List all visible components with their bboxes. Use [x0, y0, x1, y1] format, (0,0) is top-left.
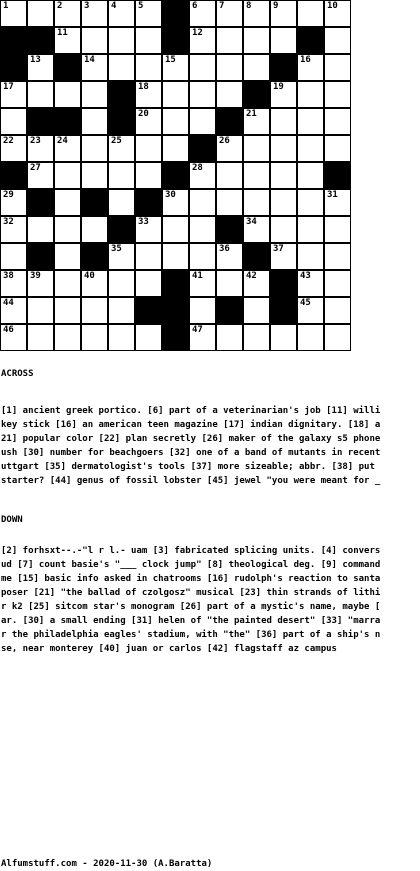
grid-cell[interactable] [81, 324, 108, 351]
grid-cell[interactable] [27, 216, 54, 243]
clue-line: ar. [30] a small ending [31] helen of "the painted desert" [33] "marra [1, 616, 381, 626]
clue-number: 29 [3, 190, 14, 200]
grid-cell[interactable] [0, 243, 27, 270]
grid-cell[interactable] [27, 135, 54, 162]
grid-cell[interactable] [243, 135, 270, 162]
grid-block [27, 189, 54, 216]
grid-cell[interactable] [270, 324, 297, 351]
grid-cell[interactable] [243, 189, 270, 216]
grid-cell[interactable] [189, 108, 216, 135]
across-heading: ACROSS [1, 369, 34, 379]
clue-number: 7 [219, 1, 225, 11]
grid-cell[interactable] [243, 216, 270, 243]
clue-number: 34 [246, 217, 257, 227]
grid-cell[interactable] [0, 297, 27, 324]
grid-cell[interactable] [81, 135, 108, 162]
grid-cell[interactable] [27, 324, 54, 351]
grid-cell[interactable] [135, 216, 162, 243]
clue-number: 11 [57, 28, 68, 38]
grid-cell[interactable] [108, 0, 135, 27]
grid-cell[interactable] [297, 243, 324, 270]
grid-cell[interactable] [189, 297, 216, 324]
grid-cell[interactable] [324, 135, 351, 162]
grid-cell[interactable] [297, 54, 324, 81]
clue-number: 28 [192, 163, 203, 173]
grid-cell[interactable] [243, 27, 270, 54]
grid-cell[interactable] [135, 243, 162, 270]
grid-cell[interactable] [297, 297, 324, 324]
clue-line: [2] forhsxt--.-"l r l.- uam [3] fabricated splicing units. [4] convers [1, 546, 381, 556]
clue-line: r k2 [25] sitcom star's monogram [26] part of a mystic's name, maybe [ [1, 602, 381, 612]
grid-block [108, 108, 135, 135]
grid-cell[interactable] [135, 27, 162, 54]
grid-cell[interactable] [270, 81, 297, 108]
grid-cell[interactable] [54, 216, 81, 243]
grid-block [162, 27, 189, 54]
grid-cell[interactable] [216, 243, 243, 270]
grid-cell[interactable] [162, 189, 189, 216]
grid-cell[interactable] [54, 324, 81, 351]
clue-number: 13 [30, 55, 41, 65]
grid-cell[interactable] [135, 108, 162, 135]
grid-cell[interactable] [243, 270, 270, 297]
crossword-grid [0, 0, 351, 351]
grid-cell[interactable] [27, 81, 54, 108]
grid-cell[interactable] [243, 54, 270, 81]
grid-cell[interactable] [54, 297, 81, 324]
grid-cell[interactable] [162, 81, 189, 108]
clue-number: 36 [219, 244, 230, 254]
grid-cell[interactable] [54, 81, 81, 108]
grid-cell[interactable] [81, 270, 108, 297]
grid-cell[interactable] [135, 135, 162, 162]
grid-cell[interactable] [0, 108, 27, 135]
grid-cell[interactable] [216, 189, 243, 216]
grid-cell[interactable] [189, 243, 216, 270]
clue-number: 15 [165, 55, 176, 65]
grid-block [135, 297, 162, 324]
clue-number: 21 [246, 109, 257, 119]
clue-number: 22 [3, 136, 14, 146]
clue-line: ud [7] count basie's "___ clock jump" [8] theological deg. [9] command [1, 560, 381, 570]
grid-cell[interactable] [297, 189, 324, 216]
grid-cell[interactable] [162, 135, 189, 162]
grid-cell[interactable] [297, 270, 324, 297]
grid-block [54, 54, 81, 81]
grid-cell[interactable] [189, 81, 216, 108]
grid-block [189, 135, 216, 162]
grid-cell[interactable] [189, 0, 216, 27]
clue-number: 4 [111, 1, 117, 11]
grid-cell[interactable] [162, 243, 189, 270]
grid-cell[interactable] [54, 243, 81, 270]
grid-block [0, 162, 27, 189]
grid-cell[interactable] [54, 162, 81, 189]
clue-line: ush [30] number for beachgoers [32] one of a band of mutants in recent [1, 448, 381, 458]
grid-cell[interactable] [135, 324, 162, 351]
grid-cell[interactable] [54, 189, 81, 216]
grid-cell[interactable] [324, 297, 351, 324]
grid-cell[interactable] [81, 297, 108, 324]
grid-block [216, 297, 243, 324]
grid-cell[interactable] [81, 54, 108, 81]
grid-cell[interactable] [297, 81, 324, 108]
clue-line: starter? [44] genus of fossil lobster [45] jewel "you were meant for _ [1, 476, 381, 486]
clue-number: 25 [111, 136, 122, 146]
grid-block [108, 81, 135, 108]
clue-line: r the philadelphia eagles' stadium, with "the" [36] part of a ship's n [1, 630, 381, 640]
grid-block [27, 243, 54, 270]
grid-block [108, 216, 135, 243]
grid-block [135, 189, 162, 216]
grid-cell[interactable] [270, 162, 297, 189]
grid-cell[interactable] [0, 324, 27, 351]
grid-cell[interactable] [243, 297, 270, 324]
grid-cell[interactable] [0, 81, 27, 108]
clue-number: 38 [3, 271, 14, 281]
grid-cell[interactable] [270, 27, 297, 54]
grid-cell[interactable] [324, 54, 351, 81]
grid-block [216, 108, 243, 135]
clue-number: 10 [327, 1, 338, 11]
grid-cell[interactable] [108, 297, 135, 324]
grid-cell[interactable] [108, 27, 135, 54]
grid-cell[interactable] [189, 162, 216, 189]
clue-number: 47 [192, 325, 203, 335]
grid-cell[interactable] [54, 0, 81, 27]
clue-number: 9 [273, 1, 279, 11]
grid-block [216, 216, 243, 243]
clue-number: 31 [327, 190, 338, 200]
grid-cell[interactable] [108, 189, 135, 216]
grid-cell[interactable] [216, 54, 243, 81]
grid-cell[interactable] [243, 162, 270, 189]
grid-cell[interactable] [189, 54, 216, 81]
grid-cell[interactable] [324, 0, 351, 27]
clue-number: 20 [138, 109, 149, 119]
grid-cell[interactable] [135, 54, 162, 81]
grid-cell[interactable] [108, 135, 135, 162]
clue-number: 18 [138, 82, 149, 92]
clue-line: se, near monterey [40] juan or carlos [42] flagstaff az campus [1, 644, 337, 654]
grid-cell[interactable] [189, 324, 216, 351]
grid-cell[interactable] [324, 243, 351, 270]
grid-cell[interactable] [54, 135, 81, 162]
clue-number: 43 [300, 271, 311, 281]
grid-cell[interactable] [27, 270, 54, 297]
grid-cell[interactable] [108, 54, 135, 81]
grid-cell[interactable] [324, 81, 351, 108]
clue-number: 16 [300, 55, 311, 65]
grid-cell[interactable] [297, 0, 324, 27]
grid-cell[interactable] [324, 189, 351, 216]
grid-block [297, 27, 324, 54]
clue-number: 24 [57, 136, 68, 146]
grid-cell[interactable] [135, 81, 162, 108]
grid-block [81, 189, 108, 216]
grid-block [81, 243, 108, 270]
grid-cell[interactable] [324, 324, 351, 351]
grid-cell[interactable] [162, 216, 189, 243]
grid-block [0, 27, 27, 54]
grid-cell[interactable] [27, 297, 54, 324]
grid-cell[interactable] [216, 135, 243, 162]
grid-cell[interactable] [0, 0, 27, 27]
clue-line: me [15] basic info asked in chatrooms [16] rudolph's reaction to santa [1, 574, 381, 584]
grid-cell[interactable] [216, 27, 243, 54]
clue-number: 32 [3, 217, 14, 227]
grid-cell[interactable] [216, 162, 243, 189]
grid-cell[interactable] [297, 324, 324, 351]
grid-cell[interactable] [27, 0, 54, 27]
grid-cell[interactable] [27, 162, 54, 189]
grid-cell[interactable] [270, 0, 297, 27]
grid-block [0, 54, 27, 81]
grid-cell[interactable] [243, 0, 270, 27]
clue-number: 8 [246, 1, 252, 11]
clue-number: 23 [30, 136, 41, 146]
grid-cell[interactable] [162, 108, 189, 135]
clue-number: 33 [138, 217, 149, 227]
clue-number: 40 [84, 271, 95, 281]
grid-cell[interactable] [81, 0, 108, 27]
grid-cell[interactable] [81, 108, 108, 135]
clue-line: 21] popular color [22] plan secretly [26] maker of the galaxy s5 phone [1, 434, 381, 444]
grid-cell[interactable] [81, 81, 108, 108]
clue-number: 1 [3, 1, 9, 11]
grid-cell[interactable] [243, 324, 270, 351]
grid-cell[interactable] [189, 27, 216, 54]
grid-cell[interactable] [135, 0, 162, 27]
grid-cell[interactable] [270, 189, 297, 216]
grid-cell[interactable] [135, 270, 162, 297]
clue-number: 39 [30, 271, 41, 281]
clue-number: 27 [30, 163, 41, 173]
footer-credit: Alfumstuff.com - 2020-11-30 (A.Baratta) [1, 859, 213, 869]
grid-cell[interactable] [189, 216, 216, 243]
grid-cell[interactable] [108, 324, 135, 351]
down-heading: DOWN [1, 515, 23, 525]
clue-number: 3 [84, 1, 90, 11]
grid-block [324, 162, 351, 189]
clue-number: 45 [300, 298, 311, 308]
grid-cell[interactable] [324, 108, 351, 135]
grid-block [270, 270, 297, 297]
clue-line: poser [21] "the ballad of czolgosz" musical [23] thin strands of lithi [1, 588, 381, 598]
grid-cell[interactable] [216, 81, 243, 108]
clue-number: 12 [192, 28, 203, 38]
grid-cell[interactable] [270, 135, 297, 162]
grid-cell[interactable] [297, 162, 324, 189]
grid-cell[interactable] [27, 54, 54, 81]
grid-cell[interactable] [324, 27, 351, 54]
grid-cell[interactable] [216, 270, 243, 297]
clue-number: 5 [138, 1, 144, 11]
grid-cell[interactable] [81, 162, 108, 189]
grid-block [162, 324, 189, 351]
clue-line: key stick [16] an american teen magazine [17] indian dignitary. [18] a [1, 420, 381, 430]
grid-block [162, 162, 189, 189]
clue-number: 44 [3, 298, 14, 308]
grid-block [162, 297, 189, 324]
grid-block [27, 108, 54, 135]
grid-block [54, 108, 81, 135]
clue-line: uttgart [35] dermatologist's tools [37] more sizeable; abbr. [38] put [1, 462, 381, 472]
grid-cell[interactable] [243, 108, 270, 135]
grid-block [162, 0, 189, 27]
clue-number: 14 [84, 55, 95, 65]
clue-number: 42 [246, 271, 257, 281]
grid-cell[interactable] [162, 54, 189, 81]
grid-cell[interactable] [297, 135, 324, 162]
clue-line: [1] ancient greek portico. [6] part of a veterinarian's job [11] willi [1, 406, 381, 416]
grid-cell[interactable] [108, 243, 135, 270]
grid-cell[interactable] [270, 216, 297, 243]
grid-cell[interactable] [270, 243, 297, 270]
grid-cell[interactable] [54, 27, 81, 54]
grid-cell[interactable] [216, 0, 243, 27]
grid-cell[interactable] [135, 162, 162, 189]
grid-cell[interactable] [0, 189, 27, 216]
grid-cell[interactable] [324, 270, 351, 297]
grid-cell[interactable] [297, 108, 324, 135]
clue-number: 2 [57, 1, 63, 11]
grid-block [243, 81, 270, 108]
grid-block [270, 297, 297, 324]
grid-block [162, 270, 189, 297]
grid-cell[interactable] [270, 108, 297, 135]
clue-number: 17 [3, 82, 14, 92]
grid-cell[interactable] [0, 135, 27, 162]
clue-number: 30 [165, 190, 176, 200]
grid-cell[interactable] [216, 324, 243, 351]
grid-cell[interactable] [81, 216, 108, 243]
clue-number: 6 [192, 1, 198, 11]
grid-cell[interactable] [189, 270, 216, 297]
clue-number: 37 [273, 244, 284, 254]
grid-cell[interactable] [54, 270, 81, 297]
clue-number: 41 [192, 271, 203, 281]
grid-cell[interactable] [108, 270, 135, 297]
grid-cell[interactable] [324, 216, 351, 243]
grid-cell[interactable] [189, 189, 216, 216]
grid-cell[interactable] [0, 270, 27, 297]
grid-cell[interactable] [108, 162, 135, 189]
grid-block [27, 27, 54, 54]
clue-number: 19 [273, 82, 284, 92]
clue-number: 46 [3, 325, 14, 335]
grid-cell[interactable] [81, 27, 108, 54]
grid-block [270, 54, 297, 81]
clue-number: 26 [219, 136, 230, 146]
grid-block [243, 243, 270, 270]
grid-cell[interactable] [0, 216, 27, 243]
clue-number: 35 [111, 244, 122, 254]
grid-cell[interactable] [297, 216, 324, 243]
